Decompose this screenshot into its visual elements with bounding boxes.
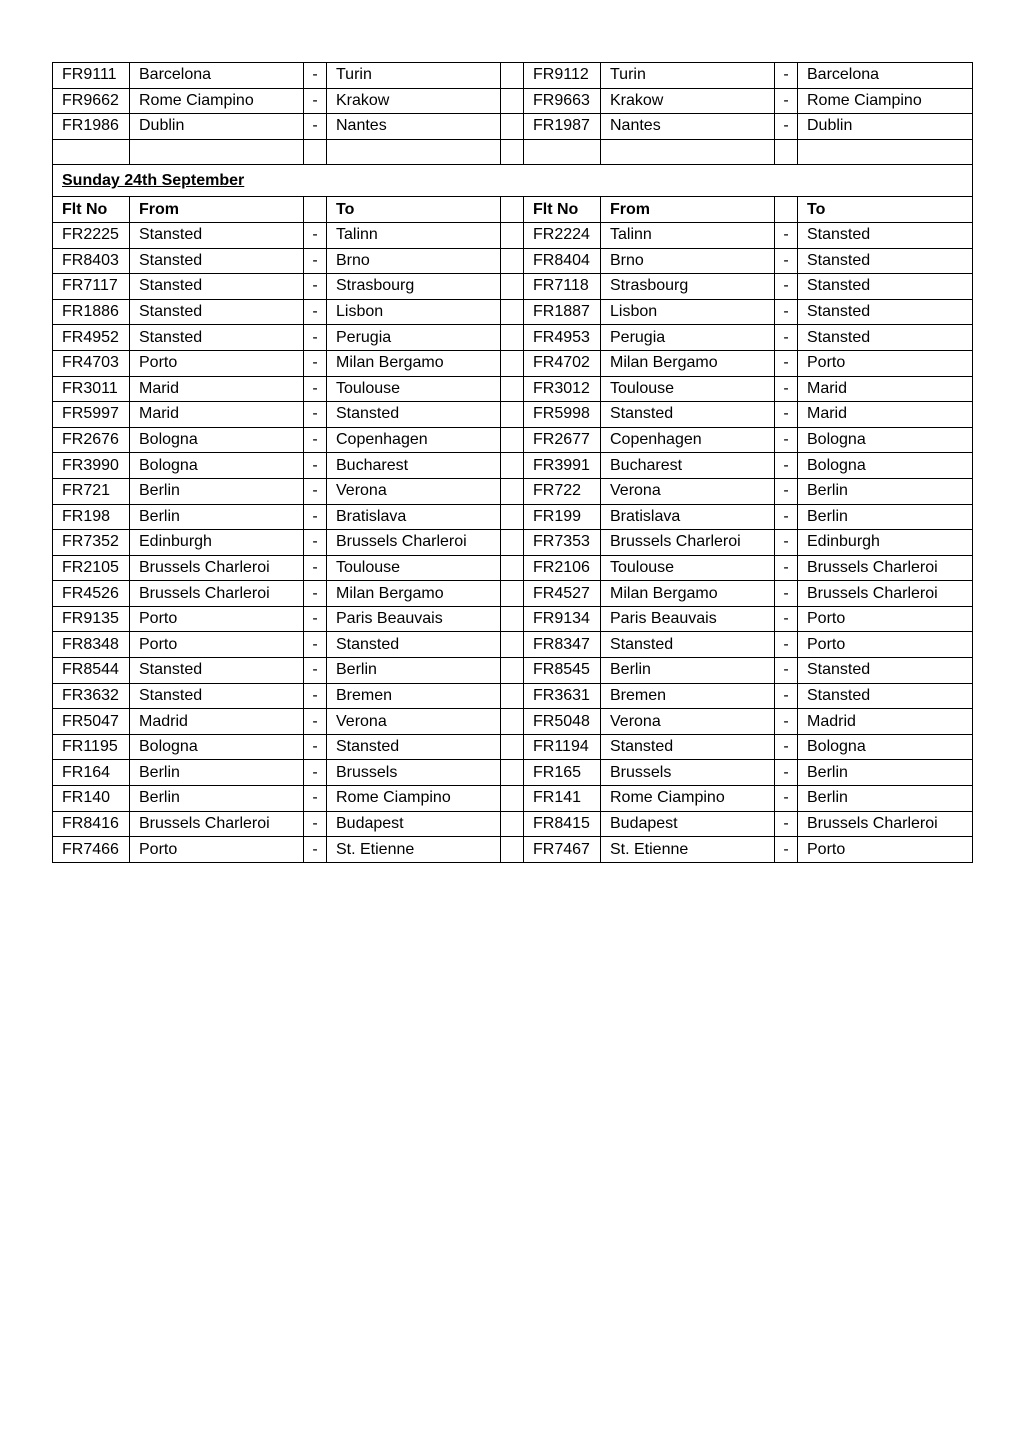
outbound-flight-number: FR9135 [53, 606, 130, 632]
return-from: Brussels Charleroi [601, 530, 775, 556]
return-flight-number: FR3991 [524, 453, 601, 479]
return-separator: - [775, 274, 798, 300]
return-from: Stansted [601, 402, 775, 428]
return-to: Berlin [798, 504, 973, 530]
return-flight-number: FR7467 [524, 837, 601, 863]
outbound-from: Berlin [130, 478, 304, 504]
return-flight-number: FR4702 [524, 350, 601, 376]
outbound-to: Stansted [327, 734, 501, 760]
outbound-from: Stansted [130, 299, 304, 325]
return-flight-number: FR2106 [524, 555, 601, 581]
column-gap [501, 581, 524, 607]
outbound-separator: - [304, 376, 327, 402]
return-flight-number: FR165 [524, 760, 601, 786]
header-return-flt-no: Flt No [524, 197, 601, 223]
table-row [53, 709, 973, 735]
outbound-separator: - [304, 606, 327, 632]
column-gap [501, 478, 524, 504]
column-gap [501, 114, 524, 140]
return-separator: - [775, 555, 798, 581]
return-from: Verona [601, 478, 775, 504]
return-flight-number: FR1987 [524, 114, 601, 140]
outbound-flight-number: FR1986 [53, 114, 130, 140]
outbound-to: Strasbourg [327, 274, 501, 300]
return-to: Madrid [798, 709, 973, 735]
outbound-separator: - [304, 350, 327, 376]
return-flight-number: FR8404 [524, 248, 601, 274]
outbound-flight-number: FR2676 [53, 427, 130, 453]
outbound-flight-number: FR3990 [53, 453, 130, 479]
outbound-from: Brussels Charleroi [130, 555, 304, 581]
table-row [53, 63, 973, 89]
outbound-to: Budapest [327, 811, 501, 837]
return-flight-number: FR8545 [524, 658, 601, 684]
return-flight-number: FR7353 [524, 530, 601, 556]
table-row [53, 606, 973, 632]
outbound-from: Porto [130, 350, 304, 376]
outbound-flight-number: FR1886 [53, 299, 130, 325]
return-to: Berlin [798, 478, 973, 504]
outbound-flight-number: FR164 [53, 760, 130, 786]
section-title-row [53, 165, 973, 197]
outbound-to: Brussels [327, 760, 501, 786]
outbound-separator: - [304, 248, 327, 274]
previous-day-rows [53, 63, 973, 140]
return-to: Stansted [798, 325, 973, 351]
column-gap [501, 63, 524, 89]
return-separator: - [775, 63, 798, 89]
outbound-flight-number: FR2105 [53, 555, 130, 581]
outbound-separator: - [304, 504, 327, 530]
outbound-separator: - [304, 760, 327, 786]
return-flight-number: FR4527 [524, 581, 601, 607]
return-from: Berlin [601, 658, 775, 684]
return-to: Rome Ciampino [798, 88, 973, 114]
table-row [53, 811, 973, 837]
table-row [53, 376, 973, 402]
return-separator: - [775, 606, 798, 632]
outbound-flight-number: FR8416 [53, 811, 130, 837]
column-gap [501, 632, 524, 658]
return-flight-number: FR3631 [524, 683, 601, 709]
outbound-separator: - [304, 709, 327, 735]
outbound-from: Barcelona [130, 63, 304, 89]
return-separator: - [775, 811, 798, 837]
outbound-flight-number: FR8348 [53, 632, 130, 658]
header-return-from: From [601, 197, 775, 223]
return-from: Verona [601, 709, 775, 735]
outbound-to: Berlin [327, 658, 501, 684]
return-from: Milan Bergamo [601, 581, 775, 607]
section-title: Sunday 24th September [53, 165, 973, 197]
column-gap [501, 683, 524, 709]
column-gap [501, 88, 524, 114]
outbound-flight-number: FR7466 [53, 837, 130, 863]
return-from: Strasbourg [601, 274, 775, 300]
return-from: Milan Bergamo [601, 350, 775, 376]
return-separator: - [775, 88, 798, 114]
outbound-from: Berlin [130, 760, 304, 786]
return-separator: - [775, 350, 798, 376]
return-from: Paris Beauvais [601, 606, 775, 632]
outbound-to: Perugia [327, 325, 501, 351]
table-row [53, 786, 973, 812]
column-gap [501, 504, 524, 530]
return-to: Stansted [798, 248, 973, 274]
return-to: Berlin [798, 786, 973, 812]
outbound-from: Bologna [130, 734, 304, 760]
outbound-to: Verona [327, 478, 501, 504]
outbound-separator: - [304, 530, 327, 556]
return-separator: - [775, 530, 798, 556]
return-from: St. Etienne [601, 837, 775, 863]
return-to: Stansted [798, 683, 973, 709]
table-row [53, 760, 973, 786]
outbound-separator: - [304, 683, 327, 709]
return-separator: - [775, 427, 798, 453]
return-from: Toulouse [601, 555, 775, 581]
column-gap [501, 453, 524, 479]
return-flight-number: FR1887 [524, 299, 601, 325]
return-to: Bologna [798, 734, 973, 760]
return-from: Bremen [601, 683, 775, 709]
outbound-separator: - [304, 274, 327, 300]
return-separator: - [775, 504, 798, 530]
table-row [53, 658, 973, 684]
return-separator: - [775, 658, 798, 684]
return-flight-number: FR8415 [524, 811, 601, 837]
outbound-to: Copenhagen [327, 427, 501, 453]
table-row [53, 299, 973, 325]
return-to: Marid [798, 402, 973, 428]
outbound-from: Marid [130, 402, 304, 428]
outbound-from: Bologna [130, 453, 304, 479]
return-to: Brussels Charleroi [798, 555, 973, 581]
outbound-to: Rome Ciampino [327, 786, 501, 812]
column-gap [501, 837, 524, 863]
outbound-flight-number: FR3011 [53, 376, 130, 402]
outbound-flight-number: FR5047 [53, 709, 130, 735]
outbound-from: Dublin [130, 114, 304, 140]
outbound-separator: - [304, 325, 327, 351]
outbound-separator: - [304, 114, 327, 140]
return-to: Stansted [798, 658, 973, 684]
outbound-separator: - [304, 222, 327, 248]
return-flight-number: FR1194 [524, 734, 601, 760]
outbound-from: Stansted [130, 274, 304, 300]
outbound-from: Porto [130, 606, 304, 632]
return-flight-number: FR722 [524, 478, 601, 504]
outbound-from: Porto [130, 632, 304, 658]
return-from: Budapest [601, 811, 775, 837]
return-flight-number: FR199 [524, 504, 601, 530]
return-from: Nantes [601, 114, 775, 140]
return-flight-number: FR2677 [524, 427, 601, 453]
return-separator: - [775, 632, 798, 658]
outbound-flight-number: FR7117 [53, 274, 130, 300]
return-to: Stansted [798, 222, 973, 248]
return-flight-number: FR141 [524, 786, 601, 812]
return-separator: - [775, 786, 798, 812]
column-gap [501, 299, 524, 325]
outbound-to: Turin [327, 63, 501, 89]
return-from: Copenhagen [601, 427, 775, 453]
return-flight-number: FR9112 [524, 63, 601, 89]
outbound-flight-number: FR140 [53, 786, 130, 812]
outbound-from: Stansted [130, 658, 304, 684]
table-row [53, 453, 973, 479]
return-to: Barcelona [798, 63, 973, 89]
table-row [53, 581, 973, 607]
column-gap [501, 786, 524, 812]
return-to: Bologna [798, 453, 973, 479]
return-to: Stansted [798, 299, 973, 325]
return-flight-number: FR5998 [524, 402, 601, 428]
outbound-to: Milan Bergamo [327, 350, 501, 376]
outbound-from: Rome Ciampino [130, 88, 304, 114]
sunday-rows [53, 222, 973, 862]
return-to: Stansted [798, 274, 973, 300]
outbound-from: Edinburgh [130, 530, 304, 556]
return-from: Stansted [601, 632, 775, 658]
outbound-separator: - [304, 811, 327, 837]
return-separator: - [775, 734, 798, 760]
return-from: Turin [601, 63, 775, 89]
outbound-from: Porto [130, 837, 304, 863]
return-to: Porto [798, 837, 973, 863]
outbound-flight-number: FR5997 [53, 402, 130, 428]
outbound-flight-number: FR4526 [53, 581, 130, 607]
outbound-from: Madrid [130, 709, 304, 735]
return-separator: - [775, 760, 798, 786]
outbound-to: Stansted [327, 402, 501, 428]
column-gap [501, 222, 524, 248]
column-gap [501, 427, 524, 453]
table-row [53, 274, 973, 300]
outbound-to: Toulouse [327, 555, 501, 581]
table-row [53, 555, 973, 581]
table-row [53, 427, 973, 453]
outbound-to: Brussels Charleroi [327, 530, 501, 556]
return-separator: - [775, 453, 798, 479]
return-from: Brussels [601, 760, 775, 786]
outbound-to: Bremen [327, 683, 501, 709]
outbound-separator: - [304, 658, 327, 684]
outbound-to: Bratislava [327, 504, 501, 530]
table-row [53, 837, 973, 863]
return-flight-number: FR8347 [524, 632, 601, 658]
outbound-separator: - [304, 88, 327, 114]
header-outbound-flt-no: Flt No [53, 197, 130, 223]
outbound-separator: - [304, 555, 327, 581]
return-flight-number: FR3012 [524, 376, 601, 402]
outbound-to: Lisbon [327, 299, 501, 325]
outbound-from: Brussels Charleroi [130, 581, 304, 607]
outbound-flight-number: FR4952 [53, 325, 130, 351]
table-row [53, 350, 973, 376]
outbound-flight-number: FR4703 [53, 350, 130, 376]
outbound-separator: - [304, 427, 327, 453]
return-to: Porto [798, 606, 973, 632]
header-return-to: To [798, 197, 973, 223]
return-flight-number: FR2224 [524, 222, 601, 248]
outbound-flight-number: FR7352 [53, 530, 130, 556]
column-gap [501, 709, 524, 735]
return-flight-number: FR7118 [524, 274, 601, 300]
outbound-to: Milan Bergamo [327, 581, 501, 607]
outbound-flight-number: FR9111 [53, 63, 130, 89]
column-gap [501, 555, 524, 581]
outbound-from: Stansted [130, 325, 304, 351]
header-outbound-to: To [327, 197, 501, 223]
return-separator: - [775, 837, 798, 863]
outbound-from: Bologna [130, 427, 304, 453]
outbound-from: Stansted [130, 683, 304, 709]
column-gap [501, 811, 524, 837]
column-gap [501, 248, 524, 274]
table-row [53, 530, 973, 556]
return-flight-number: FR9663 [524, 88, 601, 114]
outbound-flight-number: FR2225 [53, 222, 130, 248]
outbound-from: Stansted [130, 248, 304, 274]
flight-schedule-page [52, 62, 973, 863]
outbound-to: Stansted [327, 632, 501, 658]
column-gap [501, 530, 524, 556]
table-row [53, 325, 973, 351]
column-gap [501, 606, 524, 632]
outbound-separator: - [304, 837, 327, 863]
return-from: Krakow [601, 88, 775, 114]
return-from: Stansted [601, 734, 775, 760]
return-to: Brussels Charleroi [798, 581, 973, 607]
outbound-separator: - [304, 402, 327, 428]
return-separator: - [775, 299, 798, 325]
header-outbound-from: From [130, 197, 304, 223]
outbound-flight-number: FR721 [53, 478, 130, 504]
column-gap [501, 734, 524, 760]
return-from: Talinn [601, 222, 775, 248]
outbound-to: Paris Beauvais [327, 606, 501, 632]
column-gap [501, 325, 524, 351]
return-separator: - [775, 222, 798, 248]
return-separator: - [775, 325, 798, 351]
return-separator: - [775, 248, 798, 274]
column-gap [501, 760, 524, 786]
blank-row [53, 139, 973, 165]
return-from: Bucharest [601, 453, 775, 479]
table-row [53, 248, 973, 274]
return-from: Perugia [601, 325, 775, 351]
outbound-separator: - [304, 581, 327, 607]
outbound-separator: - [304, 63, 327, 89]
return-from: Bratislava [601, 504, 775, 530]
outbound-separator: - [304, 478, 327, 504]
outbound-from: Brussels Charleroi [130, 811, 304, 837]
return-from: Rome Ciampino [601, 786, 775, 812]
column-header-row [53, 197, 973, 223]
outbound-flight-number: FR9662 [53, 88, 130, 114]
outbound-to: Talinn [327, 222, 501, 248]
table-row [53, 222, 973, 248]
return-flight-number: FR4953 [524, 325, 601, 351]
return-separator: - [775, 478, 798, 504]
return-flight-number: FR9134 [524, 606, 601, 632]
outbound-flight-number: FR3632 [53, 683, 130, 709]
return-from: Brno [601, 248, 775, 274]
table-row [53, 632, 973, 658]
outbound-to: Bucharest [327, 453, 501, 479]
return-separator: - [775, 402, 798, 428]
table-row [53, 504, 973, 530]
return-separator: - [775, 376, 798, 402]
return-separator: - [775, 683, 798, 709]
column-gap [501, 274, 524, 300]
column-gap [501, 376, 524, 402]
outbound-flight-number: FR8403 [53, 248, 130, 274]
outbound-flight-number: FR8544 [53, 658, 130, 684]
return-to: Berlin [798, 760, 973, 786]
column-gap [501, 658, 524, 684]
column-gap [501, 350, 524, 376]
return-flight-number: FR5048 [524, 709, 601, 735]
outbound-flight-number: FR198 [53, 504, 130, 530]
outbound-from: Berlin [130, 786, 304, 812]
return-to: Brussels Charleroi [798, 811, 973, 837]
column-gap [501, 402, 524, 428]
table-row [53, 478, 973, 504]
outbound-flight-number: FR1195 [53, 734, 130, 760]
table-row [53, 402, 973, 428]
outbound-separator: - [304, 453, 327, 479]
return-from: Toulouse [601, 376, 775, 402]
return-to: Dublin [798, 114, 973, 140]
return-separator: - [775, 114, 798, 140]
outbound-separator: - [304, 299, 327, 325]
return-to: Porto [798, 350, 973, 376]
return-to: Edinburgh [798, 530, 973, 556]
return-separator: - [775, 581, 798, 607]
return-separator: - [775, 709, 798, 735]
outbound-separator: - [304, 632, 327, 658]
outbound-from: Stansted [130, 222, 304, 248]
outbound-to: Nantes [327, 114, 501, 140]
outbound-to: Toulouse [327, 376, 501, 402]
return-to: Bologna [798, 427, 973, 453]
outbound-separator: - [304, 786, 327, 812]
outbound-separator: - [304, 734, 327, 760]
table-row [53, 88, 973, 114]
section-blocks [53, 139, 973, 222]
return-from: Lisbon [601, 299, 775, 325]
outbound-to: Krakow [327, 88, 501, 114]
return-to: Marid [798, 376, 973, 402]
outbound-to: St. Etienne [327, 837, 501, 863]
outbound-to: Verona [327, 709, 501, 735]
outbound-from: Berlin [130, 504, 304, 530]
table-row [53, 683, 973, 709]
table-row [53, 114, 973, 140]
outbound-from: Marid [130, 376, 304, 402]
return-to: Porto [798, 632, 973, 658]
table-row [53, 734, 973, 760]
outbound-to: Brno [327, 248, 501, 274]
flight-schedule-table [52, 62, 973, 863]
